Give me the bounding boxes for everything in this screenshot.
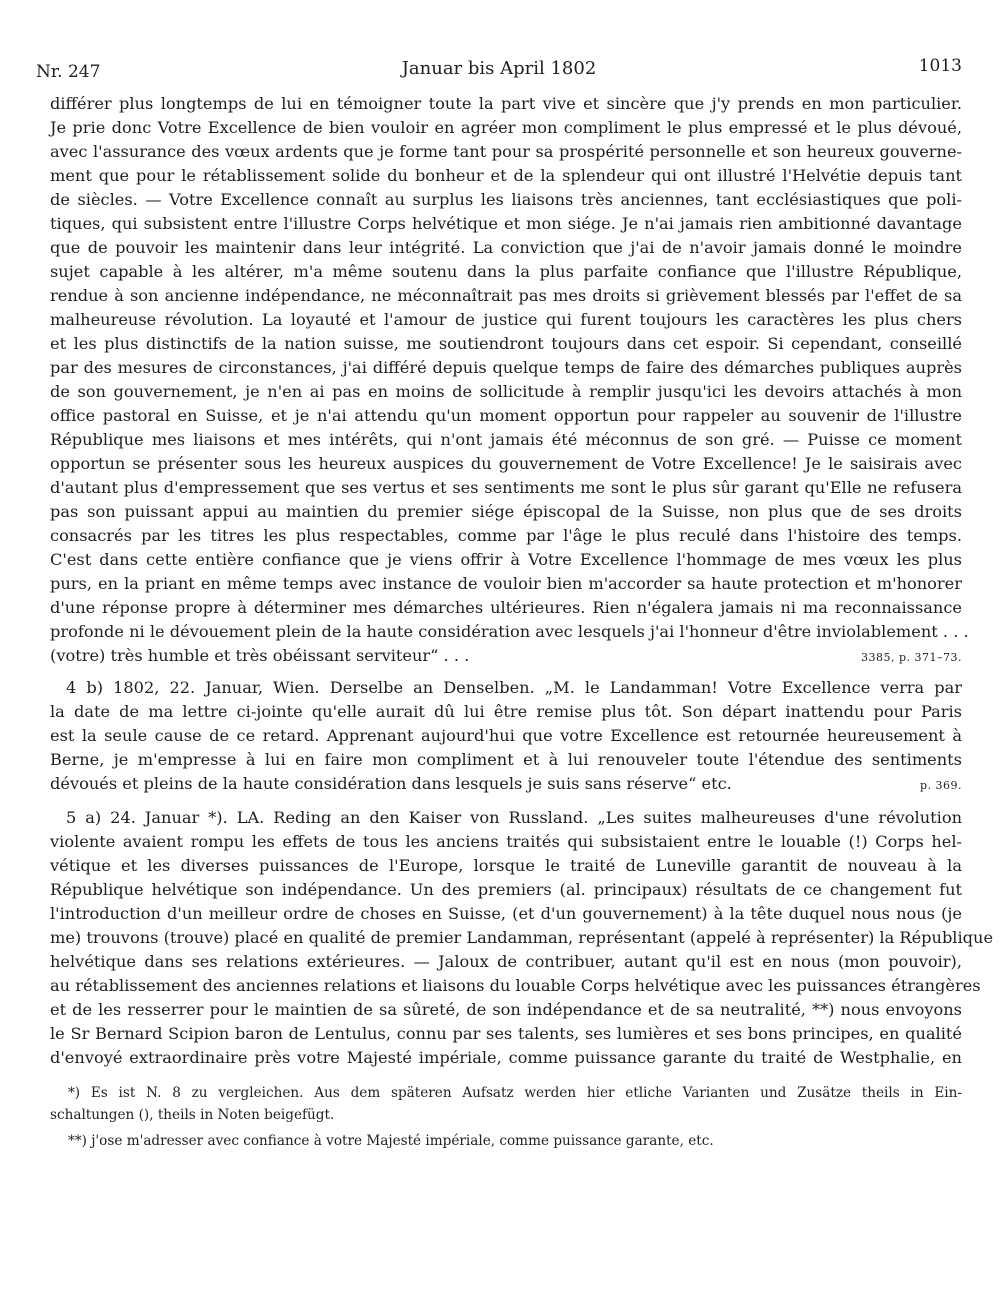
text-line: purs, en la priant en même temps avec instance de vouloir bien m'accorder sa haute protection et m'honorer bbox=[50, 574, 962, 593]
text-line: office pastoral en Suisse, et je n'ai attendu qu'un moment opportun pour rappeler au souvenir de l'illustre bbox=[50, 406, 962, 425]
text-line: le Sr Bernard Scipion baron de Lentulus, connu par ses talents, ses lumières et ses bons principes, en qualité bbox=[50, 1024, 962, 1043]
text-line: l'introduction d'un meilleur ordre de choses en Suisse, (et d'un gouvernement) à la tête duquel nous nous (je bbox=[50, 904, 962, 923]
text-line: par des mesures de circonstances, j'ai différé depuis quelque temps de faire des démarches publiques auprès bbox=[50, 358, 962, 377]
text-line: tiques, qui subsistent entre l'illustre Corps helvétique et mon siége. Je n'ai jamais rien ambitionné davantage bbox=[50, 214, 962, 233]
text-line bbox=[50, 772, 962, 796]
text-line: sujet capable à les altérer, m'a même soutenu dans la plus parfaite confiance que l'illustre République, bbox=[50, 262, 962, 281]
text-line: que de pouvoir les maintenir dans leur intégrité. La conviction que j'ai de n'avoir jamais donné le moindre bbox=[50, 238, 962, 257]
text-line: d'une réponse propre à déterminer mes démarches ultérieures. Rien n'égalera jamais ni ma reconnaissance bbox=[50, 598, 962, 617]
page-number: 1013 bbox=[918, 56, 962, 76]
closing-salutation: (votre) très humble et très obéissant serviteur“ . . . bbox=[50, 646, 470, 665]
text-line: la date de ma lettre ci-jointe qu'elle aurait dû lui être remise plus tôt. Son départ inattendu pour Paris bbox=[50, 702, 962, 721]
text-line: C'est dans cette entière confiance que je viens offrir à Votre Excellence l'hommage de mes vœux les plus bbox=[50, 550, 962, 569]
text-line: consacrés par les titres les plus respectables, comme par l'âge le plus reculé dans l'histoire des temps. bbox=[50, 526, 962, 545]
text-line: avec l'assurance des vœux ardents que je forme tant pour sa prospérité personnelle et son heureux gouverne- bbox=[50, 142, 962, 161]
entry-4b-first-line: 4 b) 1802, 22. Januar, Wien. Derselbe an Denselben. „M. le Landamman! Votre Excellence verra par bbox=[66, 678, 962, 697]
entry-4b-closing: dévoués et pleins de la haute considération dans lesquels je suis sans réserve“ etc. bbox=[50, 774, 732, 793]
footnote-1-continuation: schaltungen (), theils in Noten beigefügt. bbox=[50, 1107, 335, 1123]
text-line: malheureuse révolution. La loyauté et l'amour de justice qui furent toujours les caractères les plus chers bbox=[50, 310, 962, 329]
text-line: Je prie donc Votre Excellence de bien vouloir en agréer mon compliment le plus empressé et le plus dévoué, bbox=[50, 118, 962, 137]
entry-5a-first-line: 5 a) 24. Januar *). LA. Reding an den Kaiser von Russland. „Les suites malheureuses d'une révolution bbox=[66, 808, 962, 827]
text-line: d'envoyé extraordinaire près votre Majesté impériale, comme puissance garante du traité de Westphalie, en bbox=[50, 1048, 962, 1067]
text-line: profonde ni le dévouement plein de la haute considération avec lesquels j'ai l'honneur d'être inviolablement . . . bbox=[50, 622, 969, 641]
text-line: au rétablissement des anciennes relations et liaisons du louable Corps helvétique avec les puissances étrangères bbox=[50, 976, 981, 995]
text-line: République helvétique son indépendance. Un des premiers (al. principaux) résultats de ce changement fut bbox=[50, 880, 962, 899]
text-line: me) trouvons (trouve) placé en qualité de premier Landamman, représentant (appelé à représenter) la République bbox=[50, 928, 994, 947]
document-number: Nr. 247 bbox=[36, 62, 101, 82]
footnote-1: *) Es ist N. 8 zu vergleichen. Aus dem späteren Aufsatz werden hier etliche Varianten und Zusätze theils in Ein- bbox=[68, 1085, 962, 1101]
source-reference: 3385, p. 371–73. bbox=[860, 651, 962, 664]
text-line: rendue à son ancienne indépendance, ne méconnaîtrait pas mes droits si grièvement blessés par l'effet de sa bbox=[50, 286, 962, 305]
running-header bbox=[36, 56, 962, 86]
source-reference: p. 369. bbox=[919, 779, 962, 792]
text-line: helvétique dans ses relations extérieures. — Jaloux de contribuer, autant qu'il est en nous (mon pouvoir), bbox=[50, 952, 962, 971]
text-line: est la seule cause de ce retard. Apprenant aujourd'hui que votre Excellence est retournée heureusement à bbox=[50, 726, 962, 745]
text-line: d'autant plus d'empressement que ses vertus et ses sentiments me sont le plus sûr garant qu'Elle ne refusera bbox=[50, 478, 962, 497]
text-line bbox=[50, 644, 962, 668]
text-line: République mes liaisons et mes intérêts, qui n'ont jamais été méconnus de son gré. — Puisse ce moment bbox=[50, 430, 962, 449]
text-line: vétique et les diverses puissances de l'Europe, lorsque le traité de Luneville garantit de nouveau à la bbox=[50, 856, 962, 875]
footnote-2: **) j'ose m'adresser avec confiance à votre Majesté impériale, comme puissance garante, etc. bbox=[68, 1133, 714, 1149]
text-line: ment que pour le rétablissement solide du bonheur et de la splendeur qui ont illustré l'Helvétie depuis tant bbox=[50, 166, 962, 185]
text-line: pas son puissant appui au maintien du premier siége épiscopal de la Suisse, non plus que de ses droits bbox=[50, 502, 962, 521]
text-line: et de les resserrer pour le maintien de sa sûreté, de son indépendance et de sa neutralité, **) nous envoyons bbox=[50, 1000, 962, 1019]
text-line: de son gouvernement, je n'en ai pas en moins de sollicitude à remplir jusqu'ici les devoirs attachés à mon bbox=[50, 382, 962, 401]
text-line: violente avaient rompu les effets de tous les anciens traités qui subsistaient entre le louable (!) Corps hel- bbox=[50, 832, 962, 851]
text-line: de siècles. — Votre Excellence connaît au surplus les liaisons très anciennes, tant ecclésiastiques que poli- bbox=[50, 190, 962, 209]
text-line: et les plus distinctifs de la nation suisse, me soutiendront toujours dans cet espoir. Si cependant, conseillé bbox=[50, 334, 962, 353]
text-line: Berne, je m'empresse à lui en faire mon compliment et à lui renouveler toute l'étendue des sentiments bbox=[50, 750, 962, 769]
text-line: opportun se présenter sous les heureux auspices du gouvernement de Votre Excellence! Je le saisirais avec bbox=[50, 454, 962, 473]
text-line: différer plus longtemps de lui en témoigner toute la part vive et sincère que j'y prends en mon particulier. bbox=[50, 94, 962, 113]
running-title: Januar bis April 1802 bbox=[401, 58, 597, 79]
